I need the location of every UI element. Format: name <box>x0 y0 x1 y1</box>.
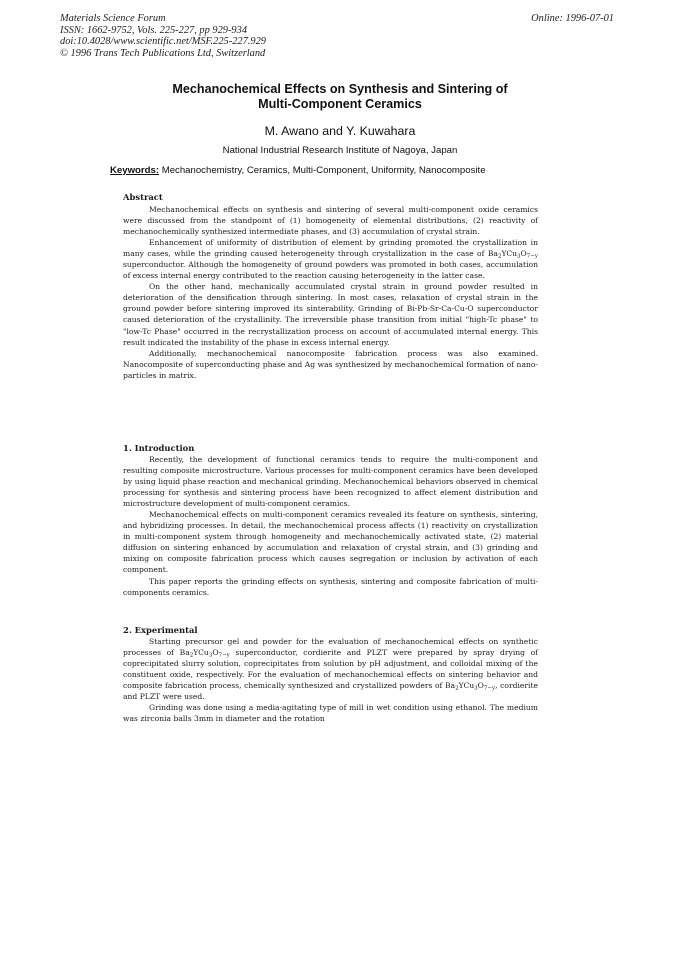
abstract-section <box>123 191 538 381</box>
experimental-paragraph: Grinding was done using a media-agitating type of mill in wet condition using ethanol. The medium was zirconia balls 3mm in diameter and the rotation <box>123 703 538 724</box>
online-date: Online: 1996-07-01 <box>531 13 614 24</box>
introduction-section <box>123 443 538 598</box>
text-run: superconductor, cordierite and PLZT were prepared by spray drying of coprecipitated slurry solution, coprecipitates from solution by pH adjustment, and colloidal mixing of the constituent oxide, respectively. For the evaluation of mechanochemical effects on sintering behavior and composite fabrication process, chemically synthesized and crystallized powders of <box>123 648 538 691</box>
keywords-label: Keywords: <box>110 165 160 176</box>
text-run: superconductor. Although the homogeneity of ground powders was promoted in both cases, accumulation of excess internal energy contributed to the reaction causing heterogeneity in the latter case. <box>123 260 538 281</box>
chemical-formula: $Ba_2YCu_3O_{7-y}$ <box>179 648 230 659</box>
title-line-1: Mechanochemical Effects on Synthesis and Sintering of <box>172 82 508 96</box>
introduction-paragraph: Mechanochemical effects on multi-component ceramics revealed its feature on synthesis, sintering, and hybridizing processes. In detail, the mechanochemical process affects (1) reactivity on crystallization in multi-component system through homogeneity and mechanochemically activated state, (2) material diffusion on sintering enhanced by accumulation and relaxation of crystal strain, and (3) grinding and mixing on composite fabrication process which causes segregation or inclusion by activation of each component. <box>123 510 538 575</box>
issn-line: ISSN: 1662-9752, Vols. 225-227, pp 929-934 <box>60 24 248 36</box>
abstract-heading: Abstract <box>123 192 163 202</box>
title-line-2: Multi-Component Ceramics <box>258 96 422 111</box>
introduction-paragraph: Recently, the development of functional ceramics tends to require the multi-component and resulting composite microstructure. Various processes for multi-component ceramics have been developed by using liquid phase reaction and mechanical grinding. Mechanochemical behaviors observed in chemical processing for synthesis and sintering process have been recognized to affect element distribution and microstructure development of multi-component ceramics. <box>123 455 538 509</box>
text-run: , cordierite and PLZT were used. <box>123 681 538 702</box>
keywords-text: Mechanochemistry, Ceramics, Multi-Component, Uniformity, Nanocomposite <box>161 165 486 176</box>
abstract-paragraph: Mechanochemical effects on synthesis and sintering of several multi-component oxide ceramics were discussed from the standpoint of (1) homogeneity of elemental distributions, (2) reactivity of mechanochemically synthesized intermediate phases, and (3) accumulation of crystal strain. <box>123 205 538 237</box>
text-run: Starting precursor gel and powder for the evaluation of mechanochemical effects on synthetic processes of <box>123 637 538 658</box>
copyright-line: © 1996 Trans Tech Publications Ltd, Switzerland <box>60 47 266 59</box>
journal-name: Materials Science Forum <box>60 13 166 24</box>
abstract-paragraph <box>123 237 538 281</box>
experimental-heading: 2. Experimental <box>123 625 198 635</box>
affiliation: National Industrial Research Institute of Nagoya, Japan <box>222 145 458 156</box>
abstract-paragraph: Additionally, mechanochemical nanocomposite fabrication process was also examined. Nanocomposite of superconducting phase and Ag was synthesized by mechanochemical formation of nano-particles in matrix. <box>123 348 538 380</box>
introduction-paragraph: This paper reports the grinding effects on synthesis, sintering and composite fabrication of multi-components ceramics. <box>123 576 538 597</box>
keywords <box>110 165 580 176</box>
experimental-paragraph <box>123 636 538 702</box>
text-run: Enhancement of uniformity of distribution of element by grinding promoted the crystallization in many cases, while the grinding caused heterogeneity through crystallization in the case of <box>123 238 538 259</box>
journal-header <box>60 13 266 59</box>
doi-line: doi:10.4028/www.scientific.net/MSF.225-227.929 <box>60 36 266 48</box>
paper-title <box>110 82 570 111</box>
introduction-heading: 1. Introduction <box>123 443 195 453</box>
experimental-section <box>123 625 538 724</box>
chemical-formula: $Ba_2YCu_3O_{7-y}$ <box>444 681 496 692</box>
chemical-formula: $Ba_2YCu_3O_{7-y}$ <box>487 249 538 260</box>
abstract-paragraph: On the other hand, mechanically accumulated crystal strain in ground powder resulted in deterioration of the densification through sintering. In most cases, relaxation of crystal strain in the ground powder before sintering improved its sinterability. Grinding of Bi-Pb-Sr-Ca-Cu-O superconductor caused deterioration of the crystallinity. The irreversible phase transition from initial "high-Tc phase" to "low-Tc Phase" occurred in the recrystallization process on account of accumulated internal energy. This result indicated the instability of the phase in excess internal energy. <box>123 282 538 347</box>
authors: M. Awano and Y. Kuwahara <box>264 124 416 138</box>
